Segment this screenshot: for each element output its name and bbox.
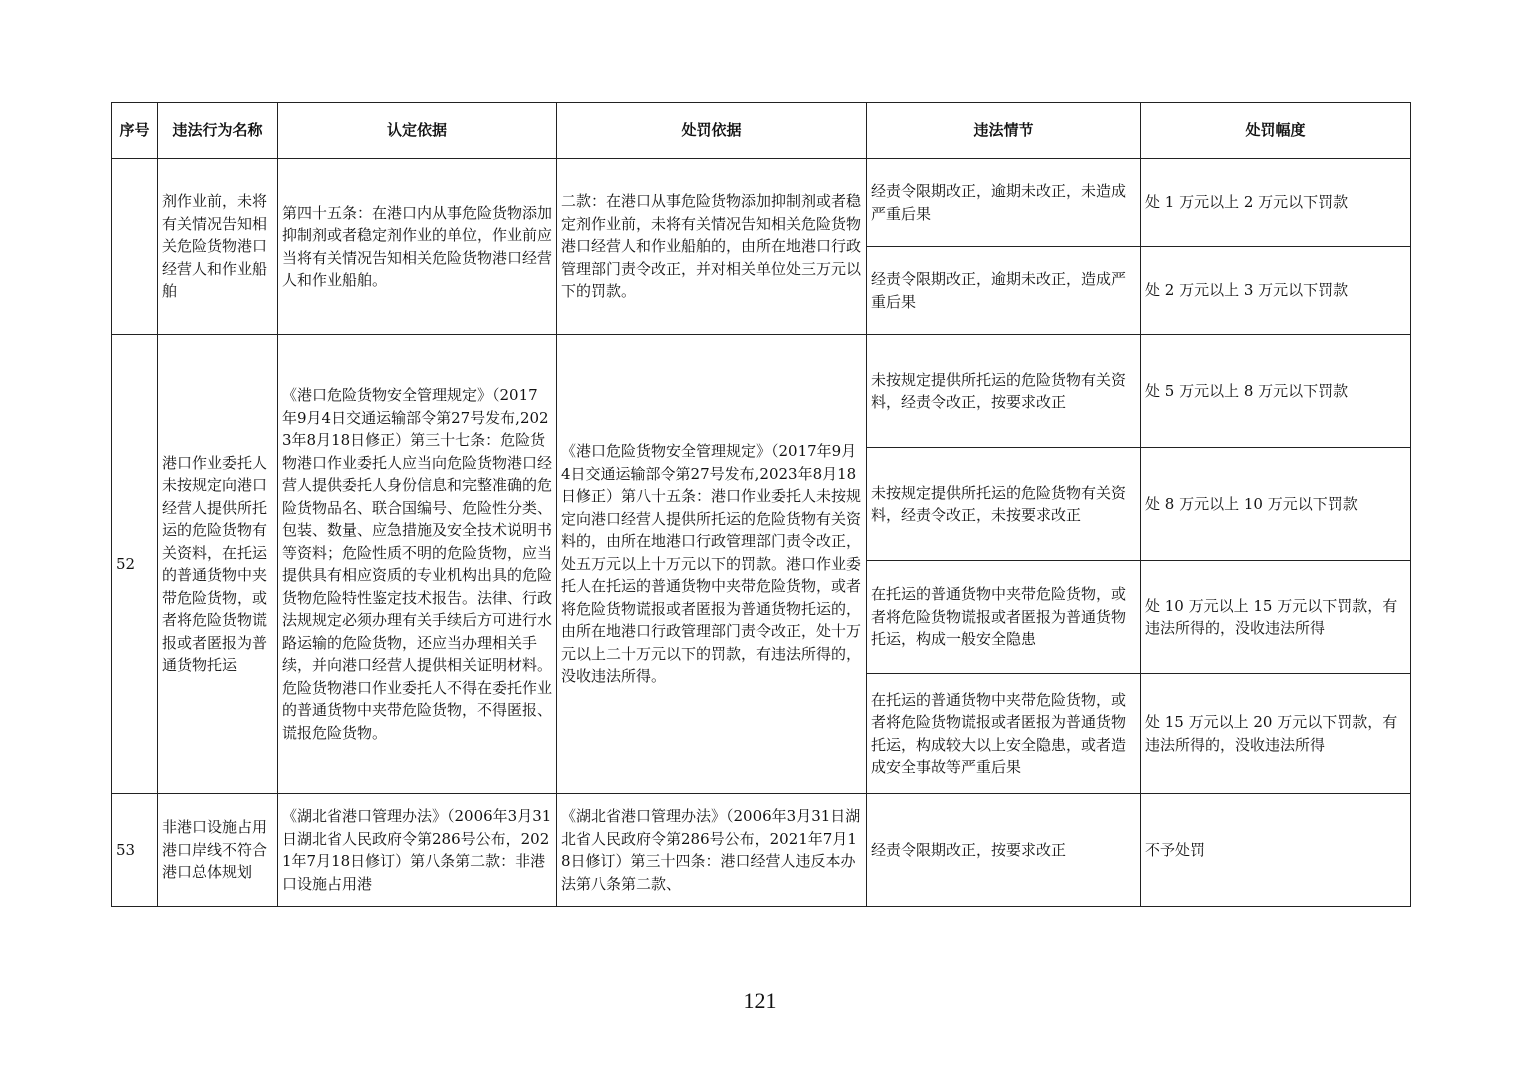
row52-range-4: 处 15 万元以上 20 万元以下罚款，有违法所得的，没收违法所得 xyxy=(1141,674,1411,794)
row53-seq: 53 xyxy=(112,794,158,907)
row52-basis-p1: 《港口危险货物安全管理规定》（2017年9月4日交通运输部令第27号发布,2023年8月18日修正）第三十七条：危险货物港口作业委托人应当向危险货物港口经营人提供委托人身份信息和完整准确的危险货物品名、联合国编号、危险性分类、包装、数量、应急措施及安全技术说明书等资料；危险性质不明的危险货物，应当提供具有相应资质的专业机构出具的危险货物危险特性鉴定技术报告。法律、行政法规规定必须办理有关手续后方可进行水路运输的危险货物，还应当办理相关手续，并向港口经营人提供相关证明材料。 xyxy=(282,386,553,674)
header-name: 违法行为名称 xyxy=(158,103,278,159)
row52-range-3: 处 10 万元以上 15 万元以下罚款，有违法所得的，没收违法所得 xyxy=(1141,561,1411,674)
row52-basis xyxy=(278,335,557,794)
table-row xyxy=(112,335,1411,448)
row52-range-2: 处 8 万元以上 10 万元以下罚款 xyxy=(1141,448,1411,561)
row51-name: 剂作业前，未将有关情况告知相关危险货物港口经营人和作业船舶 xyxy=(158,159,278,335)
row53-basis: 《湖北省港口管理办法》（2006年3月31日湖北省人民政府令第286号公布，2021年7月18日修订）第八条第二款：非港口设施占用港 xyxy=(278,794,557,907)
row53-name: 非港口设施占用港口岸线不符合港口总体规划 xyxy=(158,794,278,907)
table-row xyxy=(112,159,1411,247)
row53-range: 不予处罚 xyxy=(1141,794,1411,907)
row52-seq: 52 xyxy=(112,335,158,794)
row51-basis: 第四十五条：在港口内从事危险货物添加抑制剂或者稳定剂作业的单位，作业前应当将有关情况告知相关危险货物港口经营人和作业船舶。 xyxy=(278,159,557,335)
header-range: 处罚幅度 xyxy=(1141,103,1411,159)
header-seq: 序号 xyxy=(112,103,158,159)
row53-penalty-basis: 《湖北省港口管理办法》（2006年3月31日湖北省人民政府令第286号公布，2021年7月18日修订）第三十四条：港口经营人违反本办法第八条第二款、 xyxy=(557,794,867,907)
page-number: 121 xyxy=(743,988,777,1013)
row52-penalty-basis: 《港口危险货物安全管理规定》（2017年9月4日交通运输部令第27号发布,2023年8月18日修正）第八十五条：港口作业委托人未按规定向港口经营人提供所托运的危险货物有关资料的，由所在地港口行政管理部门责令改正，处五万元以上十万元以下的罚款。港口作业委托人在托运的普通货物中夹带危险货物，或者将危险货物谎报或者匿报为普通货物托运的，由所在地港口行政管理部门责令改正，处十万元以上二十万元以下的罚款，有违法所得的，没收违法所得。 xyxy=(557,335,867,794)
row51-range-2: 处 2 万元以上 3 万元以下罚款 xyxy=(1141,247,1411,335)
header-circumstance: 违法情节 xyxy=(867,103,1141,159)
table-header-row xyxy=(112,103,1411,159)
row51-circumstance-2: 经责令限期改正，逾期未改正，造成严重后果 xyxy=(867,247,1141,335)
row52-circumstance-3: 在托运的普通货物中夹带危险货物，或者将危险货物谎报或者匿报为普通货物托运，构成一般安全隐患 xyxy=(867,561,1141,674)
row53-circumstance: 经责令限期改正，按要求改正 xyxy=(867,794,1141,907)
row51-range-1: 处 1 万元以上 2 万元以下罚款 xyxy=(1141,159,1411,247)
penalty-table xyxy=(111,102,1411,907)
row51-seq-cell xyxy=(112,159,158,335)
row52-circumstance-4: 在托运的普通货物中夹带危险货物，或者将危险货物谎报或者匿报为普通货物托运，构成较大以上安全隐患，或者造成安全事故等严重后果 xyxy=(867,674,1141,794)
row52-range-1: 处 5 万元以上 8 万元以下罚款 xyxy=(1141,335,1411,448)
row52-circumstance-2: 未按规定提供所托运的危险货物有关资料，经责令改正，未按要求改正 xyxy=(867,448,1141,561)
header-basis: 认定依据 xyxy=(278,103,557,159)
row51-penalty-basis: 二款：在港口从事危险货物添加抑制剂或者稳定剂作业前，未将有关情况告知相关危险货物港口经营人和作业船舶的，由所在地港口行政管理部门责令改正，并对相关单位处三万元以下的罚款。 xyxy=(557,159,867,335)
row52-circumstance-1: 未按规定提供所托运的危险货物有关资料，经责令改正，按要求改正 xyxy=(867,335,1141,448)
row52-basis-p2: 危险货物港口作业委托人不得在委托作业的普通货物中夹带危险货物，不得匿报、谎报危险货物。 xyxy=(282,678,553,742)
table-row xyxy=(112,794,1411,907)
row51-circumstance-1: 经责令限期改正，逾期未改正，未造成严重后果 xyxy=(867,159,1141,247)
header-penalty-basis: 处罚依据 xyxy=(557,103,867,159)
row52-name: 港口作业委托人未按规定向港口经营人提供所托运的危险货物有关资料，在托运的普通货物中夹带危险货物，或者将危险货物谎报或者匿报为普通货物托运 xyxy=(158,335,278,794)
